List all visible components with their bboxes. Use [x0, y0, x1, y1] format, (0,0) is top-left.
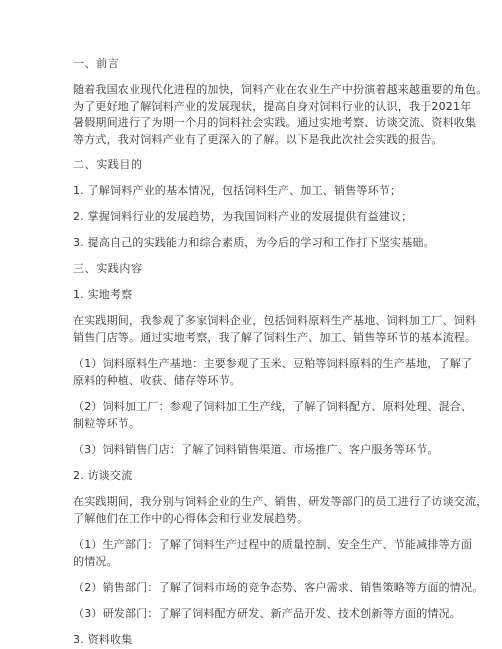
subsection-title-interviews: 2. 访谈交流: [73, 469, 133, 482]
section-heading-content: 三、实践内容: [73, 262, 143, 275]
interviews-p2: （2）销售部门：了解了饲料市场的竞争态势、客户需求、销售策略等方面的情况。: [73, 581, 484, 594]
field-visit-intro-line-2: 销售门店等。通过实地考察，我了解了饲料生产、加工、销售等环节的基本流程。: [73, 331, 477, 344]
preface-line-3: 暑假期间进行了为期一个月的饲料社会实践。通过实地考察、访谈交流、资料收集: [73, 116, 477, 129]
interviews-intro-line-1: 在实践期间，我分别与饲料企业的生产、销售、研发等部门的员工进行了访谈交流，: [73, 495, 488, 508]
interviews-p1-line-1: （1）生产部门：了解了饲料生产过程中的质量控制、安全生产、节能减排等方面: [73, 538, 473, 551]
field-visit-intro-line-1: 在实践期间，我参观了多家饲料企业，包括饲料原料生产基地、饲料加工厂、饲料: [73, 314, 477, 327]
preface-line-4: 等方式，我对饲料产业有了更深入的了解。以下是我此次社会实践的报告。: [73, 133, 443, 146]
purpose-item-2: 2. 掌握饲料行业的发展趋势，为我国饲料产业的发展提供有益建议；: [73, 210, 413, 223]
purpose-item-3: 3. 提高自己的实践能力和综合素质，为今后的学习和工作打下坚实基础。: [73, 236, 435, 249]
interviews-intro-line-2: 了解他们在工作中的心得体会和行业发展趋势。: [73, 512, 309, 525]
interviews-p3: （3）研发部门：了解了饲料配方研发、新产品开发、技术创新等方面的情况。: [73, 607, 461, 620]
subsection-title-field-visit: 1. 实地考察: [73, 288, 133, 301]
subsection-title-data-collection: 3. 资料收集: [73, 633, 133, 646]
purpose-item-1: 1. 了解饲料产业的基本情况，包括饲料生产、加工、销售等环节；: [73, 184, 402, 197]
section-heading-purpose: 二、实践目的: [73, 158, 143, 171]
field-visit-p1-line-1: （1）饲料原料生产基地：主要参观了玉米、豆粕等饲料原料的生产基地，了解了: [73, 357, 473, 370]
preface-line-2: 为了更好地了解饲料产业的发展现状，提高自身对饲料行业的认识，我于2021年: [73, 100, 472, 113]
interviews-p1-line-2: 的情况。: [73, 555, 118, 568]
field-visit-p1-line-2: 原料的种植、收获、储存等环节。: [73, 374, 241, 387]
field-visit-p2-line-2: 制粒等环节。: [73, 417, 141, 430]
field-visit-p3: （3）饲料销售门店：了解了饲料销售渠道、市场推广、客户服务等环节。: [73, 443, 439, 456]
field-visit-p2-line-1: （2）饲料加工厂：参观了饲料加工生产线，了解了饲料配方、原料处理、混合、: [73, 400, 473, 413]
section-heading-preface: 一、前言: [73, 57, 120, 70]
preface-line-1: 随着我国农业现代化进程的加快，饲料产业在农业生产中扮演着越来越重要的角色。: [73, 83, 488, 96]
